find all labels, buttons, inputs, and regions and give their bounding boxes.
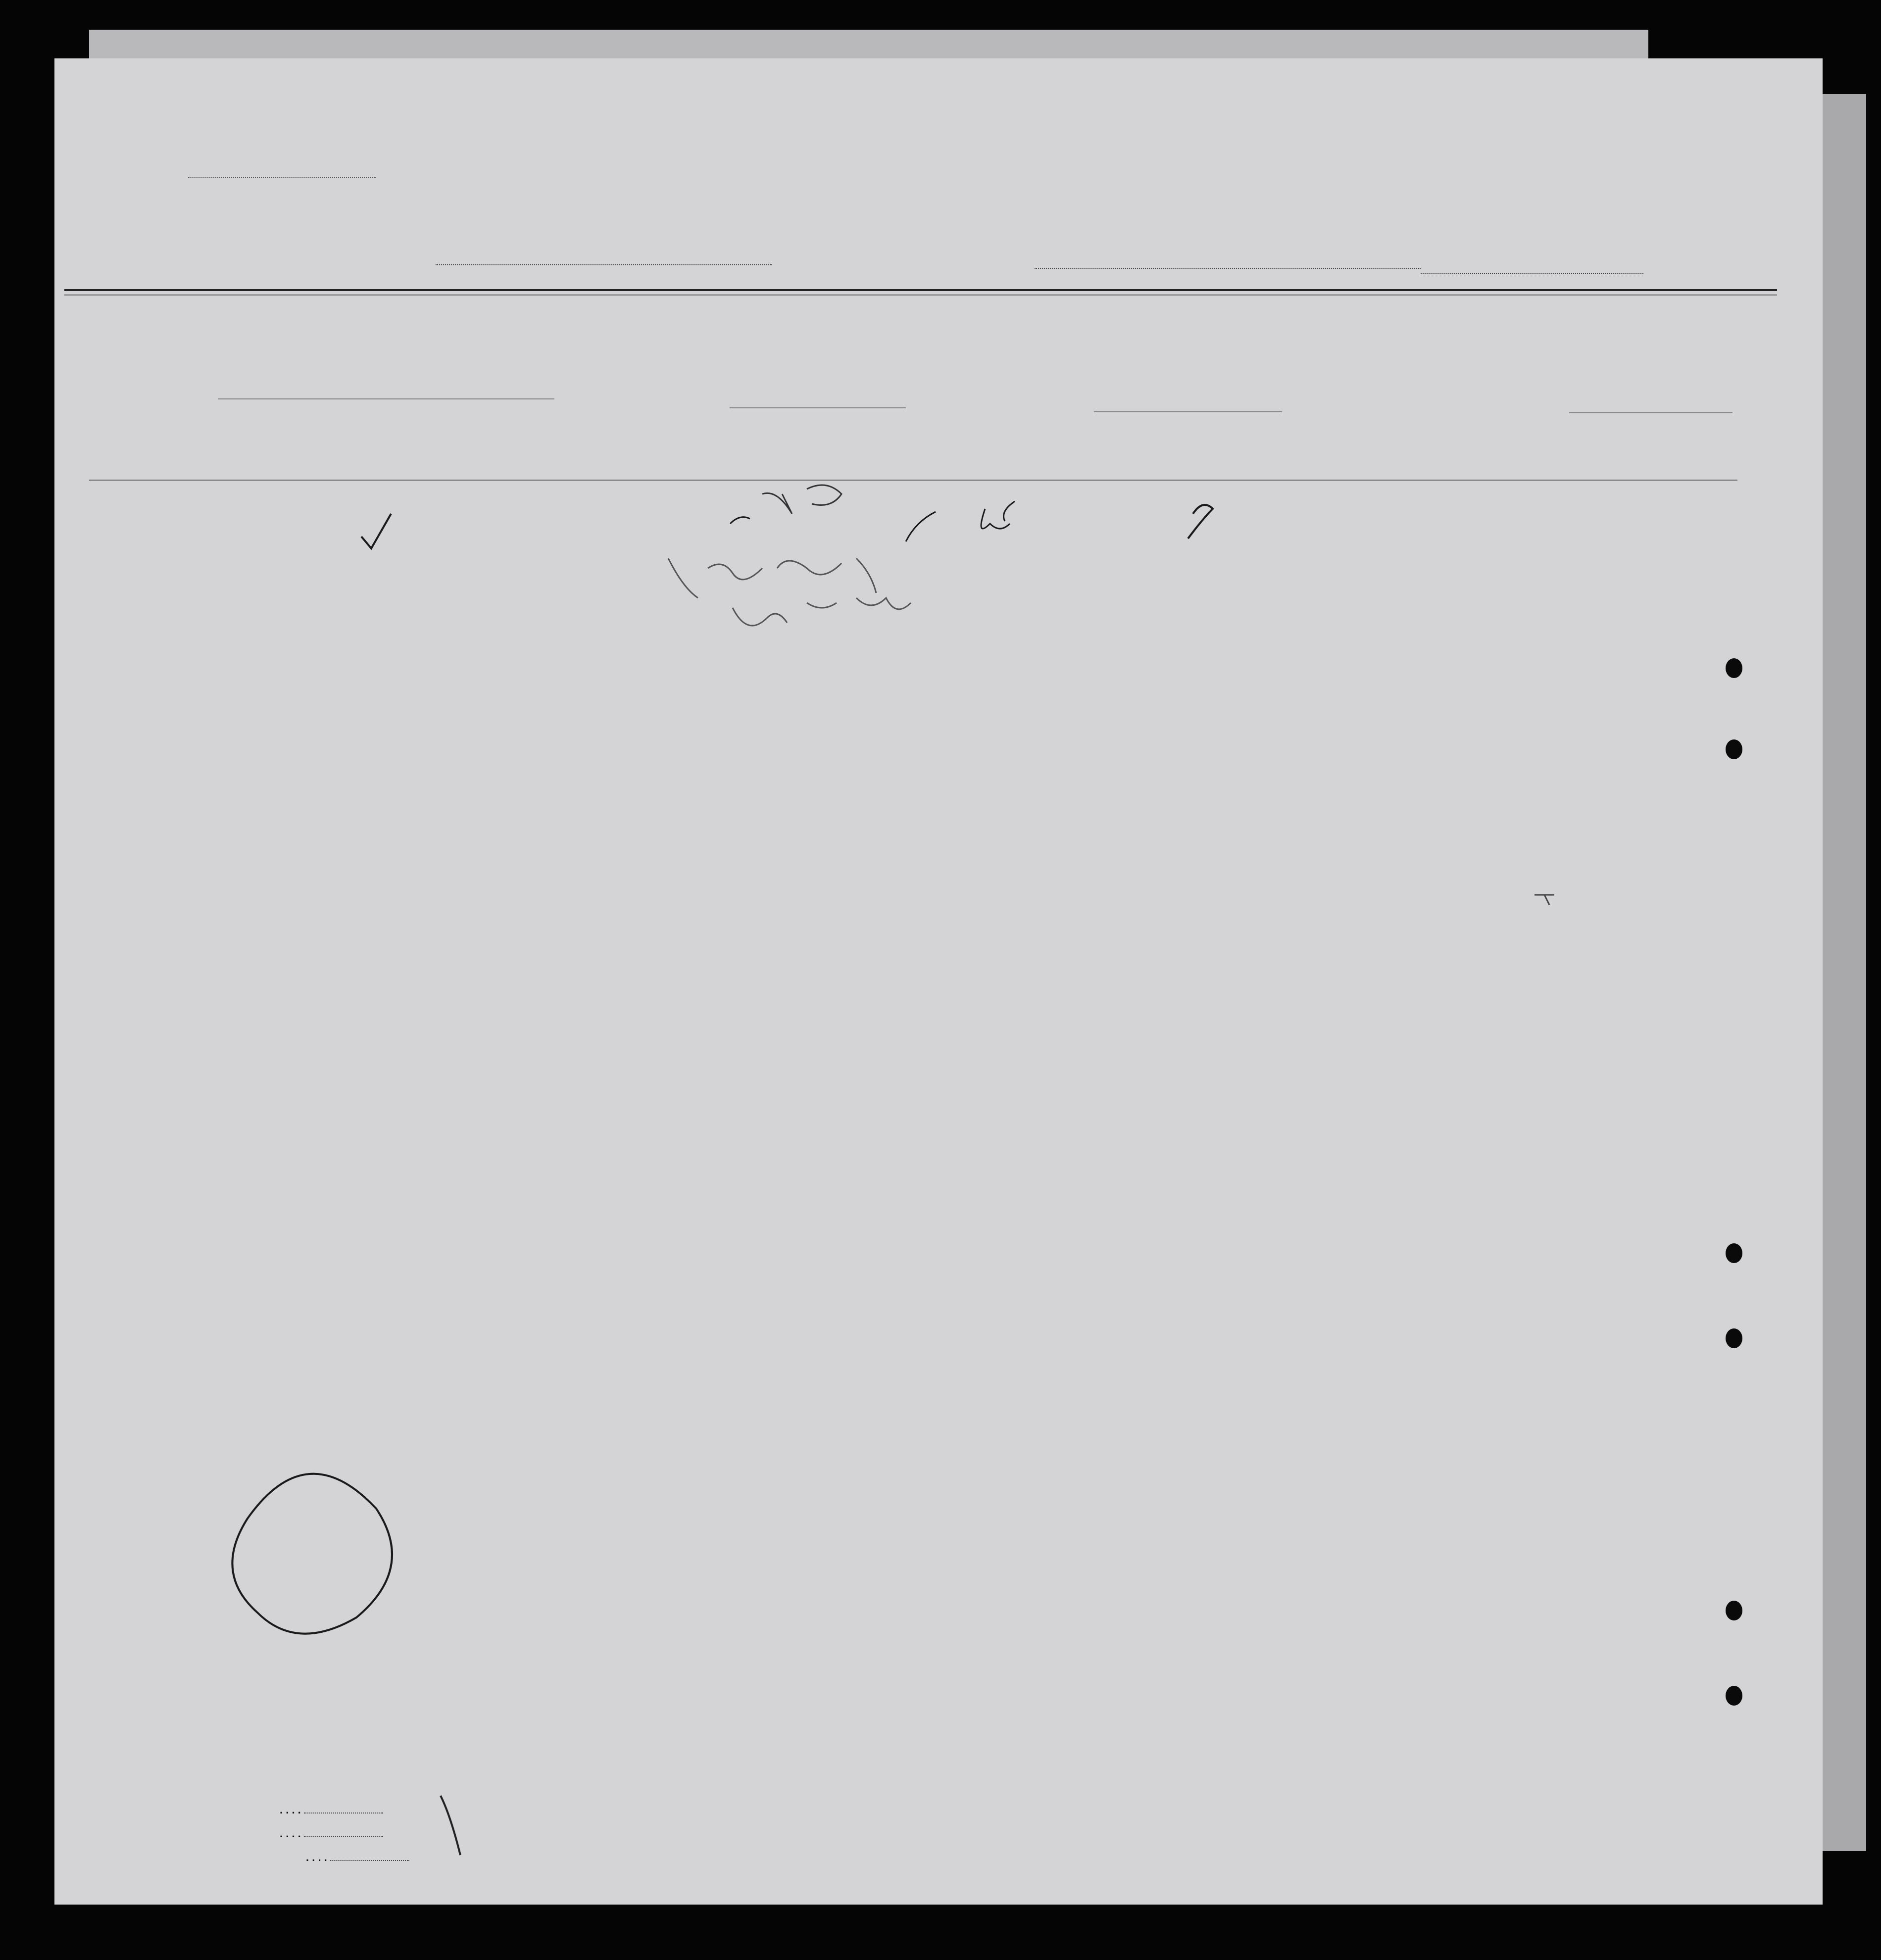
- manifest-sheet: [54, 58, 1823, 1905]
- binder-hole: [1726, 1328, 1742, 1348]
- binder-hole: [1726, 739, 1742, 759]
- footer-total-passengers: . . . .: [280, 1804, 383, 1816]
- binder-hole: [1726, 658, 1742, 678]
- binder-hole: [1726, 1243, 1742, 1263]
- binder-hole: [1726, 1686, 1742, 1706]
- binder-hole: [1726, 1601, 1742, 1620]
- us-citizens-field: [304, 1836, 383, 1837]
- footer-aliens: . . . .: [306, 1851, 409, 1864]
- footer-us-citizens: . . . .: [280, 1827, 383, 1840]
- handwritten-marks: [54, 58, 1823, 1905]
- aliens-field: [330, 1860, 409, 1861]
